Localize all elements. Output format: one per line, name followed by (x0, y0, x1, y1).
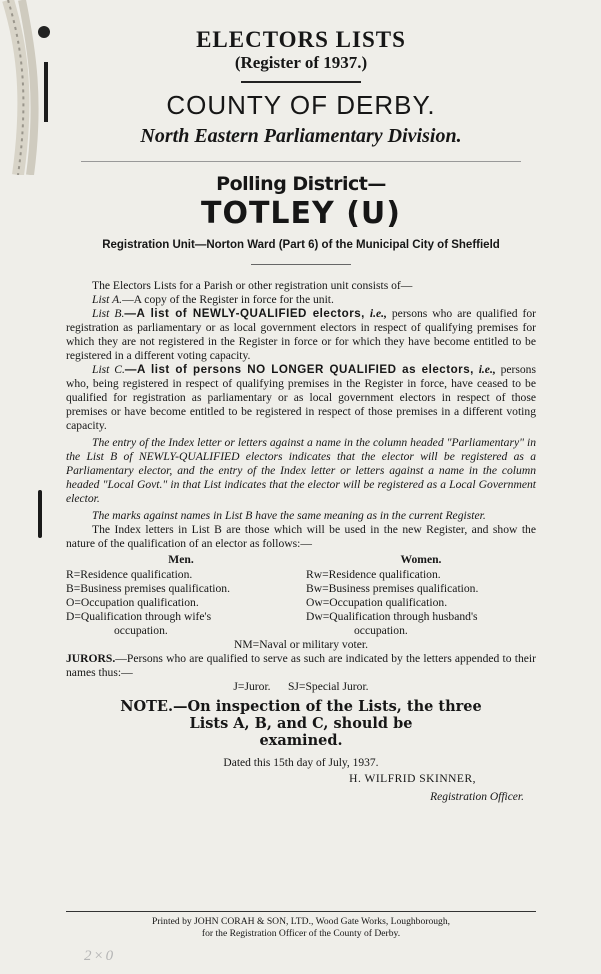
intro-paragraph: The Electors Lists for a Parish or other registration unit consists of— (92, 279, 413, 292)
marks-note: The marks against names in List B have the same meaning as in the current Register. (92, 509, 486, 522)
list-c-paragraph: List C.—A list of persons NO LONGER QUALIFIED as electors, i.e., persons who, being registered in respect of qualifying premises in the Register in force, have ceased to be qualified for registration as parliamentary or as local government electors in respect of those premises or have become entitled to be registered in respect of those premises in a different voting capacity. (66, 363, 536, 432)
list-b-paragraph: List B.—A list of NEWLY-QUALIFIED electors, i.e., persons who are qualified for registration as parliamentary or as local government electors in respect of qualifying premises for which they are not registered in the Register in force or for which they have become entitled to be registered in a different voting capacity. (66, 307, 536, 362)
men-header: Men. (168, 553, 194, 566)
register-year: (Register of 1937.) (234, 53, 368, 72)
women-header: Women. (400, 553, 442, 566)
women-qualification-dw-cont: occupation. (354, 624, 408, 637)
signatory-title: Registration Officer. (430, 791, 524, 803)
document-content (66, 26, 536, 803)
men-column (66, 553, 296, 638)
printer-imprint: Printed by JOHN CORAH & SON, LTD., Wood Gate Works, Loughborough, for the Registration Officer of the County of Derby. (151, 916, 451, 939)
header-divider (81, 161, 521, 162)
signatory-name: H. WILFRID SKINNER, (349, 773, 476, 785)
naval-military-voter: NM=Naval or military voter. (233, 638, 369, 651)
index-letters-paragraph: The Index letters in List B are those which will be used in the new Register, and show the nature of the qualification of an elector as follows:— (66, 523, 536, 550)
title-rule (241, 81, 361, 83)
index-letter-note: The entry of the Index letter or letters against a name in the column headed "Parliamentary" in the List B of NEWLY-QUALIFIED electors indicates that the elector will be registered as a Parliamentary elector, and the entry of the Index letter or letters against a name in the column headed "Local Govt." in that List indicates that the elector will be registered as a Local Government elector. (66, 436, 536, 505)
men-qualification-o: O=Occupation qualification. (66, 596, 199, 609)
men-qualification-d-cont: occupation. (114, 624, 168, 637)
women-column (306, 553, 536, 638)
section-divider (251, 264, 351, 265)
women-qualification-ow: Ow=Occupation qualification. (306, 596, 448, 609)
date-line: Dated this 15th day of July, 1937. (223, 757, 379, 769)
women-qualification-dw: Dw=Qualification through husband's (306, 610, 478, 623)
handwritten-mark: 2×0 (84, 948, 116, 964)
binding-string-image (0, 0, 62, 175)
division-name: North Eastern Parliamentary Division. (140, 125, 462, 147)
women-qualification-rw: Rw=Residence qualification. (306, 568, 441, 581)
document-title: ELECTORS LISTS (196, 27, 406, 52)
registration-unit: Registration Unit—Norton Ward (Part 6) of the Municipal City of Sheffield (102, 239, 500, 251)
jurors-paragraph: JURORS.—Persons who are qualified to serve as such are indicated by the letters appended to their names thus:— (66, 652, 536, 679)
polling-district-label: Polling District— (216, 173, 386, 195)
explanatory-text (66, 279, 536, 694)
list-a-paragraph: List A.—A copy of the Register in force for the unit. (92, 293, 334, 306)
footer-rule (66, 911, 536, 912)
men-qualification-d: D=Qualification through wife's (66, 610, 212, 623)
margin-pen-mark (38, 490, 42, 538)
men-qualification-r: R=Residence qualification. (66, 568, 193, 581)
county-name: COUNTY OF DERBY. (166, 90, 436, 120)
inspection-note: NOTE.—On inspection of the Lists, the three Lists A, B, and C, should be examined. (120, 698, 482, 749)
women-qualification-bw: Bw=Business premises qualification. (306, 582, 479, 595)
juror-codes: J=Juror. SJ=Special Juror. (233, 680, 369, 693)
polling-district-name: TOTLEY (U) (201, 196, 401, 231)
qualification-table (66, 553, 536, 638)
men-qualification-b: B=Business premises qualification. (66, 582, 230, 595)
